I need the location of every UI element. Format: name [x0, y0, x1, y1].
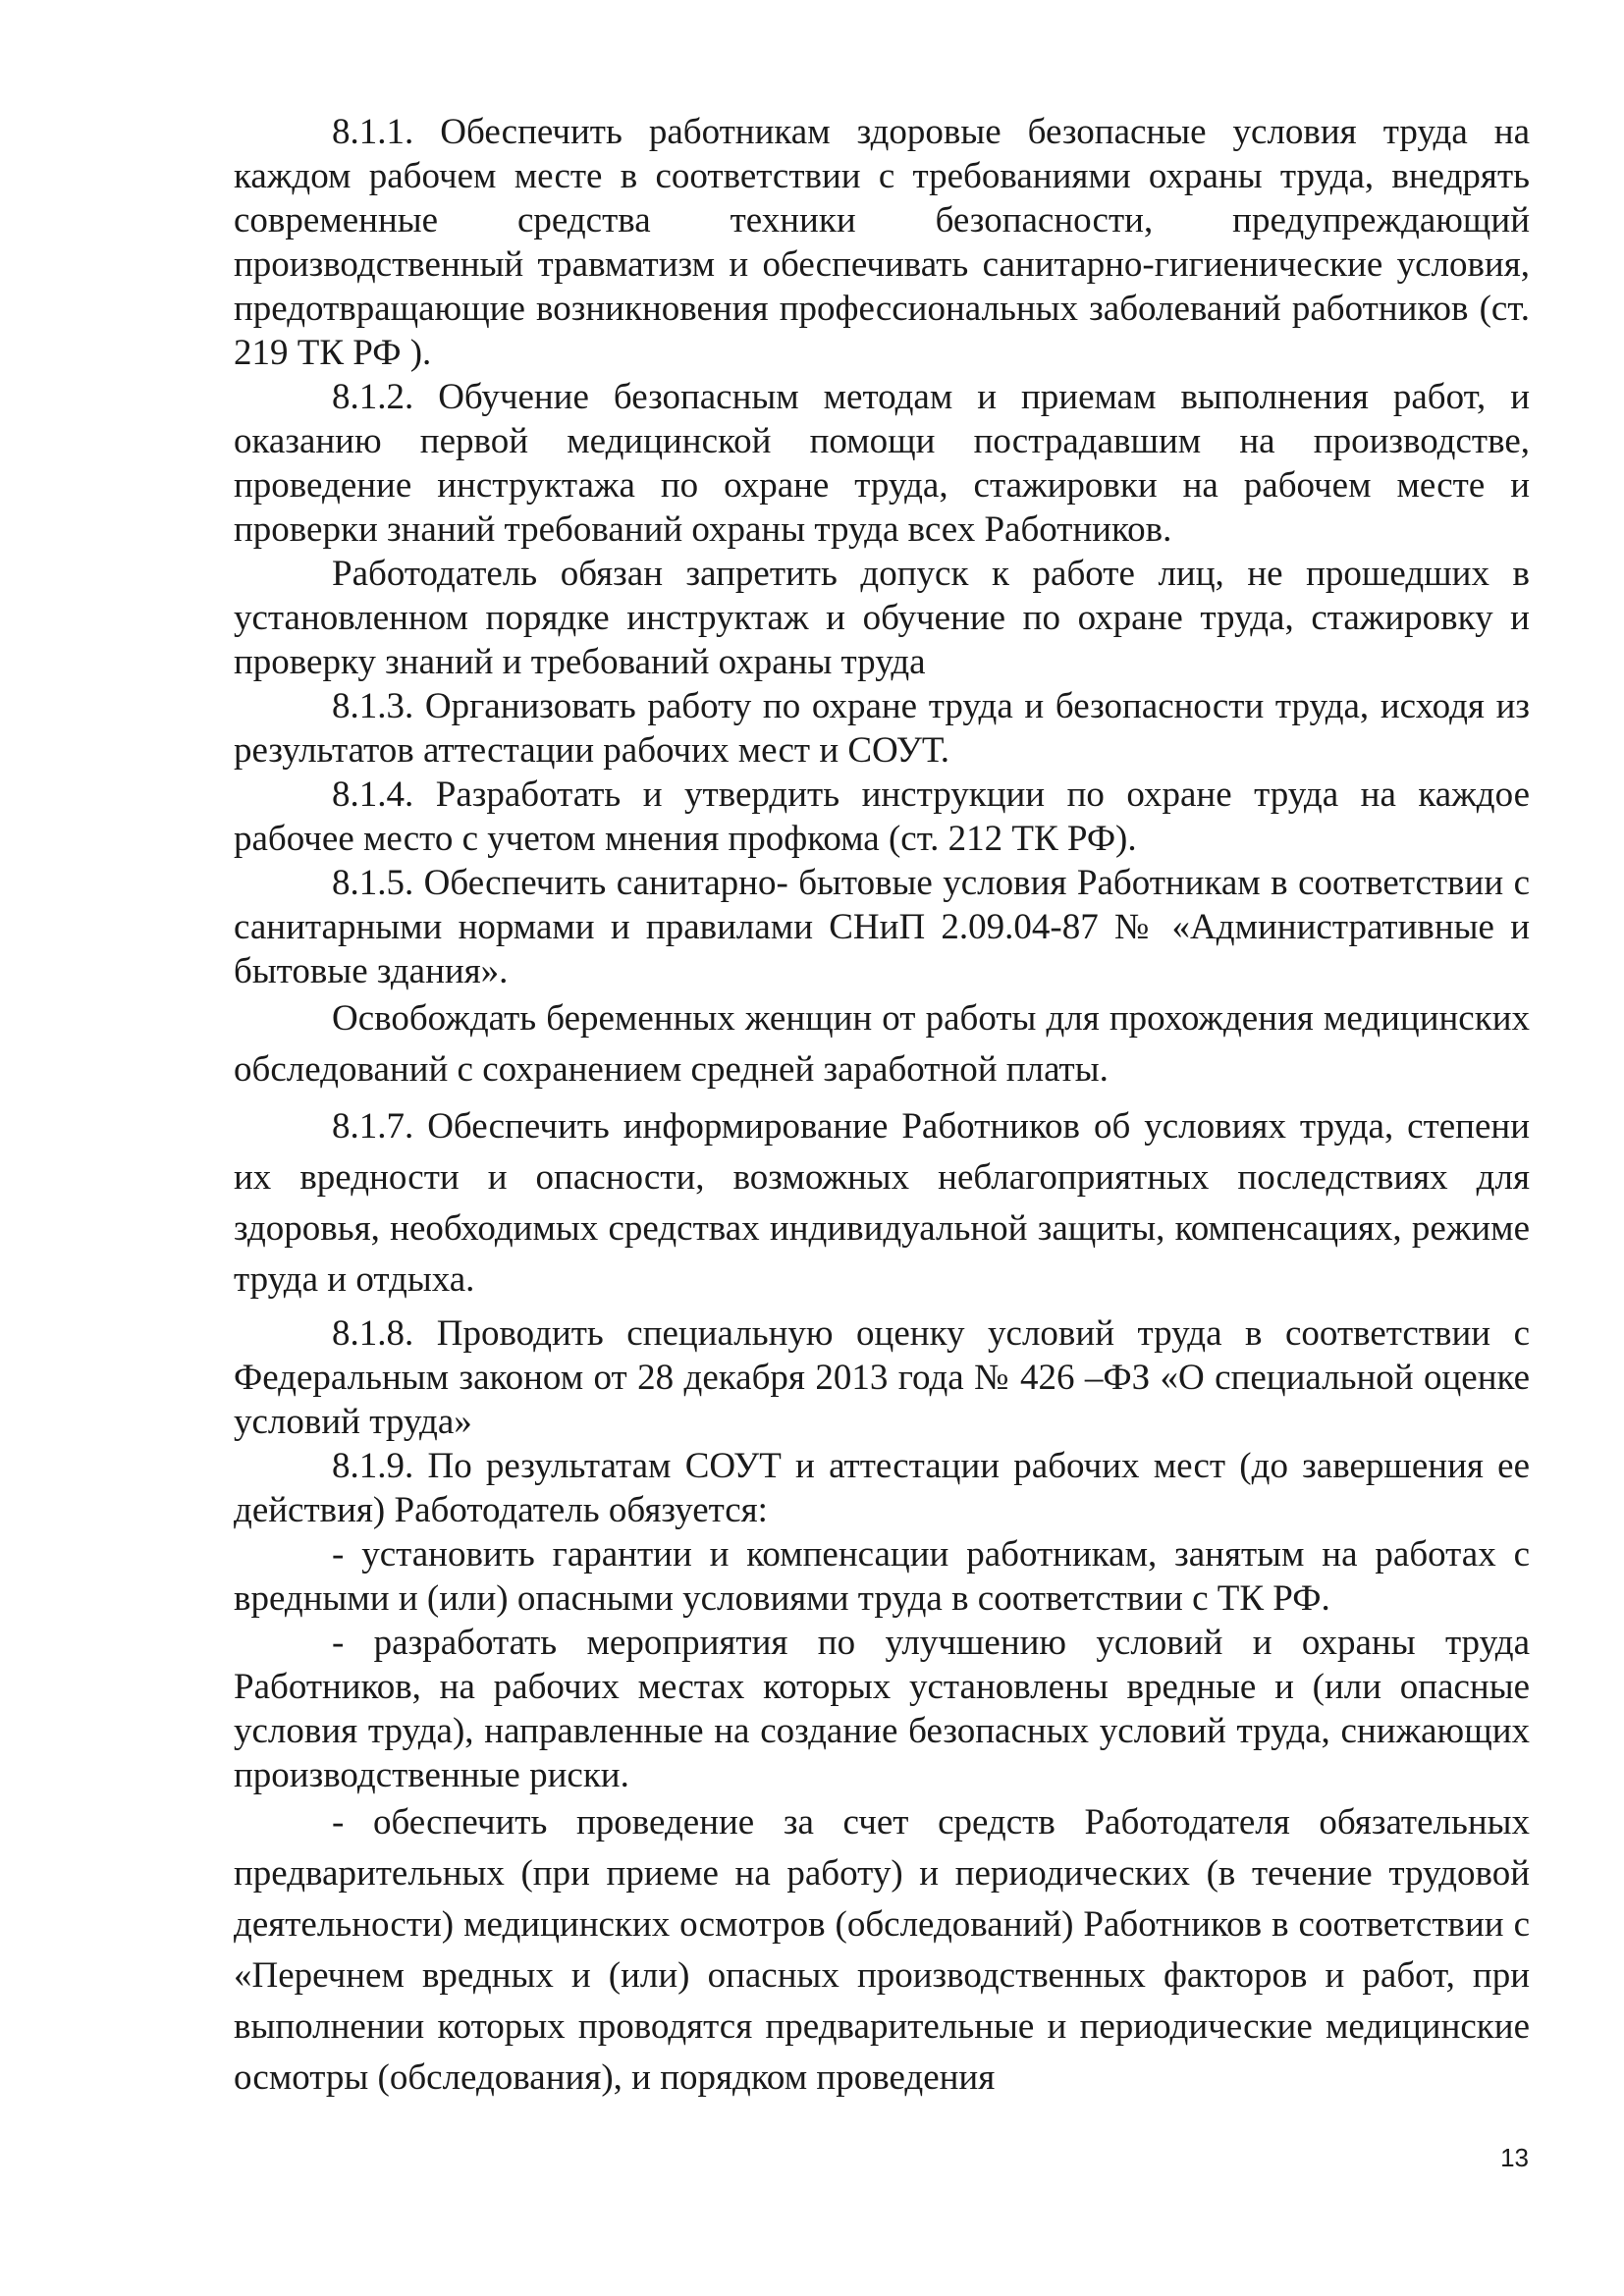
paragraph-measures: - разработать мероприятия по улучшению условий и охраны труда Работников, на рабочих местах которых установлены вредные и (или опасные условия труда), направленные на создание безопасных условий труда, снижающих производственные риски.	[234, 1623, 1530, 1795]
paragraph-8-1-7: 8.1.7. Обеспечить информирование Работников об условиях труда, степени их вредности и опасности, возможных неблагоприятных последствиях для здоровья, необходимых средствах индивидуальной защиты, компенсациях, режиме труда и отдыха.	[234, 1106, 1530, 1300]
paragraph-8-1-3: 8.1.3. Организовать работу по охране труда и безопасности труда, исходя из результатов аттестации рабочих мест и СОУТ.	[234, 686, 1530, 771]
paragraph-8-1-2: 8.1.2. Обучение безопасным методам и приемам выполнения работ, и оказанию первой медицинской помощи пострадавшим на производстве, проведение инструктажа по охране труда, стажировки на рабочем месте и проверки знаний требований охраны труда всех Работников.	[234, 377, 1530, 550]
paragraph-8-1-5: 8.1.5. Обеспечить санитарно- бытовые условия Работникам в соответствии с санитарными нормами и правилами СНиП 2.09.04-87 № «Административные и бытовые здания».	[234, 863, 1530, 991]
paragraph-8-1-9: 8.1.9. По результатам СОУТ и аттестации рабочих мест (до завершения ее действия) Работодатель обязуется:	[234, 1446, 1530, 1530]
paragraph-8-1-1: 8.1.1. Обеспечить работникам здоровые безопасные условия труда на каждом рабочем месте в соответствии с требованиями охраны труда, внедрять современные средства техники безопасности, предупреждающий производственный травматизм и обеспечивать санитарно-гигиенические условия, предотвращающие возникновения профессиональных заболеваний работников (ст. 219 ТК РФ ).	[234, 112, 1530, 373]
paragraph-8-1-4: 8.1.4. Разработать и утвердить инструкции по охране труда на каждое рабочее место с учетом мнения профкома (ст. 212 ТК РФ).	[234, 774, 1530, 859]
paragraph-8-1-8: 8.1.8. Проводить специальную оценку условий труда в соответствии с Федеральным законом от 28 декабря 2013 года № 426 –ФЗ «О специальной оценке условий труда»	[234, 1313, 1530, 1442]
paragraph-employer-prohibit: Работодатель обязан запретить допуск к работе лиц, не прошедших в установленном порядке инструктаж и обучение по охране труда, стажировку и проверку знаний и требований охраны труда	[234, 554, 1530, 682]
paragraph-guarantees: - установить гарантии и компенсации работникам, занятым на работах с вредными и (или) опасными условиями труда в соответствии с ТК РФ.	[234, 1534, 1530, 1619]
paragraph-pregnant: Освобождать беременных женщин от работы для прохождения медицинских обследований с сохранением средней заработной платы.	[234, 998, 1530, 1090]
page-number: 13	[1500, 2143, 1529, 2172]
document-body	[234, 110, 1530, 2104]
paragraph-medical: - обеспечить проведение за счет средств Работодателя обязательных предварительных (при приеме на работу) и периодических (в течение трудовой деятельности) медицинских осмотров (обследований) Работников в соответствии с «Перечнем вредных и (или) опасных производственных факторов и работ, при выполнении которых проводятся предварительные и периодические медицинские осмотры (обследования), и порядком проведения	[234, 1802, 1530, 2098]
